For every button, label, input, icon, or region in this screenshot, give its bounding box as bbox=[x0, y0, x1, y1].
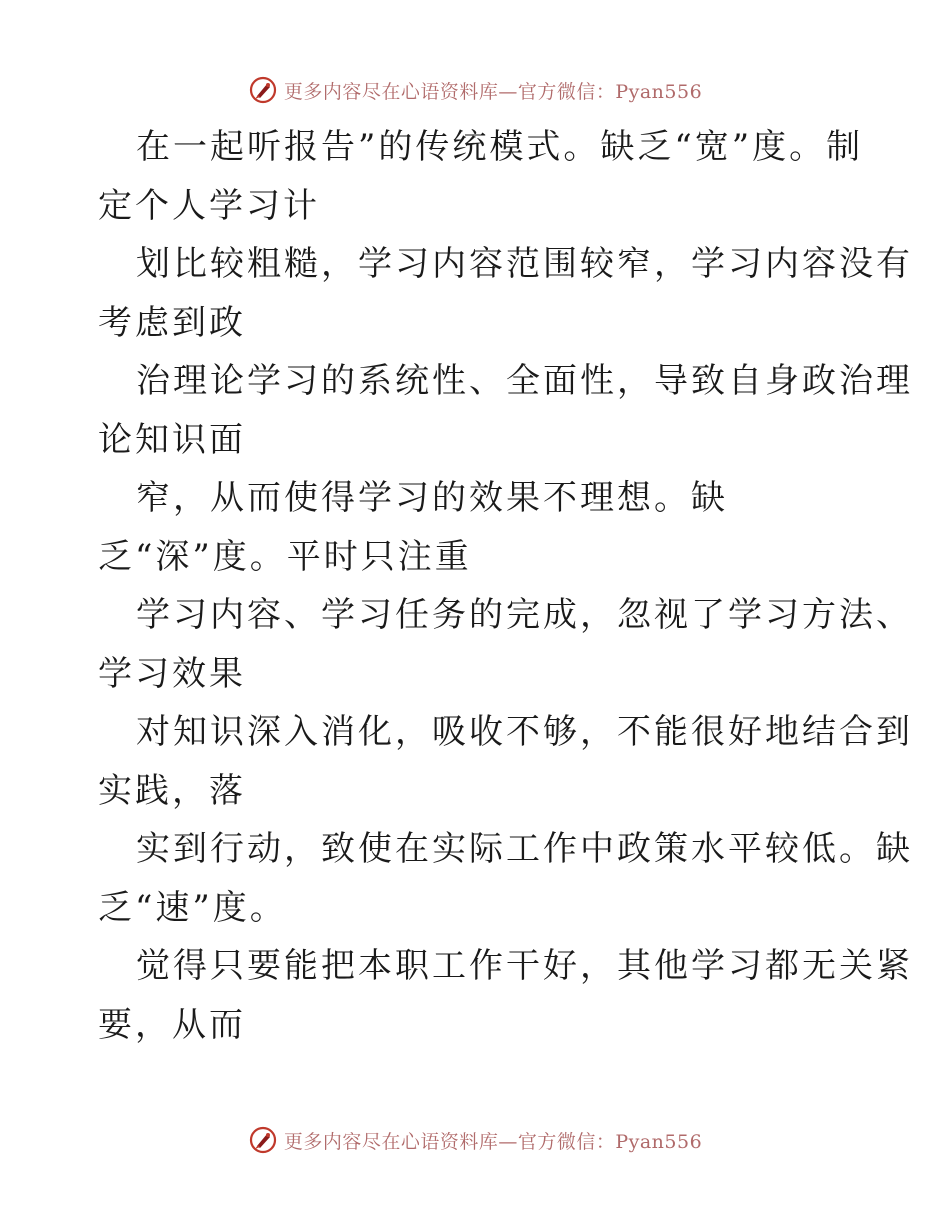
text-line: 窄，从而使得学习的效果不理想。缺 bbox=[136, 478, 728, 518]
pen-nib-logo-icon bbox=[248, 75, 278, 105]
footer-banner-text: 更多内容尽在心语资料库—官方微信：Pyan556 bbox=[283, 1130, 703, 1153]
text-line: 在一起听报告”的传统模式。缺乏“宽”度。制 bbox=[136, 127, 864, 167]
text-line: 乏“速”度。 bbox=[98, 887, 287, 928]
header-banner-text: 更多内容尽在心语资料库—官方微信：Pyan556 bbox=[283, 80, 703, 103]
text-line: 要，从而 bbox=[98, 1004, 246, 1045]
text-line: 考虑到政 bbox=[98, 302, 246, 343]
text-line: 定个人学习计 bbox=[98, 185, 320, 226]
document-body bbox=[98, 118, 913, 1054]
text-line: 学习效果 bbox=[98, 653, 246, 694]
header-banner bbox=[0, 70, 950, 110]
text-line: 划比较粗糙，学习内容范围较窄，学习内容没有 bbox=[136, 244, 913, 284]
text-line: 觉得只要能把本职工作干好，其他学习都无关紧 bbox=[136, 946, 913, 986]
pen-nib-logo-icon bbox=[248, 1125, 278, 1155]
footer-banner bbox=[0, 1120, 950, 1160]
text-line: 论知识面 bbox=[98, 419, 246, 460]
text-line: 实到行动，致使在实际工作中政策水平较低。缺 bbox=[136, 829, 913, 869]
text-line: 乏“深”度。平时只注重 bbox=[98, 536, 472, 577]
text-line: 实践，落 bbox=[98, 770, 246, 811]
text-line: 对知识深入消化，吸收不够，不能很好地结合到 bbox=[136, 712, 913, 752]
text-line: 治理论学习的系统性、全面性，导致自身政治理 bbox=[136, 361, 913, 401]
text-line: 学习内容、学习任务的完成，忽视了学习方法、 bbox=[136, 595, 913, 635]
